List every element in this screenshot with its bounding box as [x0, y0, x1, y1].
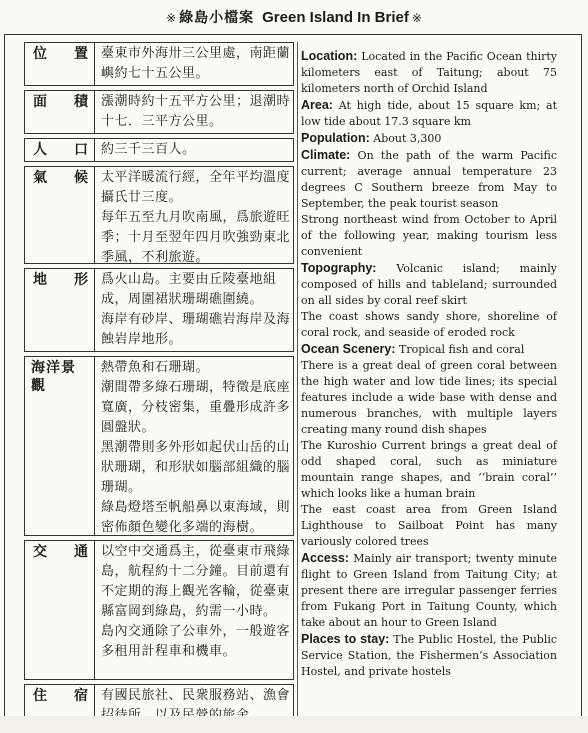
title-english: Green Island In Brief	[262, 9, 409, 26]
label-char: 住	[33, 688, 47, 704]
paragraph: 約三千三百人。	[101, 142, 196, 157]
english-paragraph	[301, 550, 557, 631]
fact-row-location	[24, 42, 294, 86]
row-label	[25, 167, 95, 263]
english-text: Located in the Pacific Ocean thirty kilometers east of Taitung; about 75 kilometers north of Orchid Island	[301, 50, 557, 95]
english-heading: Location:	[301, 49, 358, 63]
english-paragraph	[301, 48, 557, 97]
english-text: At high tide, about 15 square km; at low tide about 17.3 square km	[301, 99, 558, 128]
english-paragraph	[301, 212, 557, 260]
fact-row-access	[24, 540, 294, 680]
english-text: The coast shows sandy shore, shoreline of coral rock, and seaside of eroded rock	[301, 310, 557, 339]
row-label	[25, 269, 95, 351]
english-heading: Places to stay:	[301, 632, 390, 646]
label-char: 氣	[33, 170, 47, 186]
english-heading: Area:	[301, 98, 333, 112]
row-label	[25, 357, 95, 535]
english-paragraph	[301, 631, 557, 680]
english-paragraph	[301, 260, 557, 309]
row-label	[25, 541, 95, 679]
ornament-right-icon: ※	[411, 11, 422, 25]
english-paragraph	[301, 358, 557, 438]
label-char: 形	[74, 272, 88, 288]
english-text: The Public Hostel, the Public Service Station, the Fishermen’s Association Hostel, and private hostels	[301, 633, 558, 678]
english-heading: Access:	[301, 551, 349, 565]
english-paragraph	[301, 438, 557, 502]
fact-row-population	[24, 138, 294, 162]
paragraph: 太平洋暖流行經，全年平均溫度攝氏廿三度。	[101, 170, 291, 205]
paragraph: 漲潮時約十五平方公里；退潮時十七．三平方公里。	[101, 94, 291, 129]
english-text: Strong northeast wind from October to April of the following year, making tourism less convenient	[301, 213, 557, 258]
paragraph: 綠島燈塔至帆船鼻以東海域，則密佈顏色變化多端的海樹。	[101, 500, 291, 535]
paragraph: 爲火山島。主要由丘陵臺地組成，周圍裙狀珊瑚礁圍繞。	[101, 272, 277, 307]
english-paragraph	[301, 502, 557, 550]
english-paragraph	[301, 309, 557, 341]
row-label	[25, 139, 95, 161]
english-text: The Kuroshio Current brings a great deal of odd shaped coral, such as miniature mountain range shapes, and ‘‘brain coral’’ which looks like a human brain	[301, 439, 557, 500]
fact-row-climate	[24, 166, 294, 264]
paragraph: 以空中交通爲主，從臺東市飛綠島，航程約十二分鐘。目前還有不定期的海上觀光客輪，從臺東縣富岡到綠島，約需一小時。	[101, 544, 291, 619]
row-text	[95, 91, 293, 133]
english-text: Mainly air transport; twenty minute flight to Green Island from Taitung City; at present there are irregular passenger ferries from Fukang Port in Taitung County, which take about an hour to Green Island	[301, 552, 558, 629]
row-text	[95, 357, 293, 535]
row-label	[25, 91, 95, 133]
label-char: 置	[74, 46, 88, 62]
english-text: Tropical fish and coral	[399, 343, 525, 356]
paragraph: 潮間帶多綠石珊瑚，特徵是底座寬廣，分枝密集，重疊形成許多圓盤狀。	[101, 380, 291, 435]
document-title	[0, 4, 588, 32]
label-char: 候	[74, 170, 88, 186]
paragraph: 每年五至九月吹南風，爲旅遊旺季；十月至翌年四月吹強勁東北季風，不利旅遊。	[101, 210, 291, 265]
english-paragraph	[301, 97, 557, 130]
label-char: 面	[33, 94, 47, 110]
english-heading: Ocean Scenery:	[301, 342, 396, 356]
label-char: 交	[33, 544, 47, 560]
label-char: 通	[74, 544, 88, 560]
label-text: 海洋景觀	[31, 360, 76, 394]
label-char: 宿	[74, 688, 88, 704]
english-text: On the path of the warm Pacific current; average annual temperature 23 degrees C Southern breeze from May to September, the peak tourist season	[301, 149, 558, 210]
paragraph: 有國民旅社、民衆服務站、漁會	[101, 688, 291, 703]
english-text: Volcanic island; mainly composed of hills and tableland; surrounded on all sides by coral reef skirt	[301, 262, 558, 307]
label-char: 地	[33, 272, 47, 288]
ornament-left-icon: ※	[166, 11, 177, 25]
english-paragraph	[301, 130, 557, 147]
column-divider	[297, 42, 298, 718]
paragraph: 海岸有砂岸、珊瑚礁岩海岸及海蝕岩岸地形。	[101, 312, 291, 347]
label-char: 人	[33, 142, 47, 158]
row-label	[25, 43, 95, 85]
paragraph: 島內交通除了公車外，一般遊客多租用計程車和機車。	[101, 624, 291, 659]
english-paragraph	[301, 341, 557, 358]
fact-row-area	[24, 90, 294, 134]
english-heading: Climate:	[301, 148, 351, 162]
scan-bottom-edge	[0, 716, 588, 733]
fact-row-ocean-scenery	[24, 356, 294, 536]
row-text	[95, 269, 293, 351]
chinese-fact-table	[24, 42, 294, 732]
english-text: The east coast area from Green Island Lighthouse to Sailboat Point has many variously colored trees	[301, 503, 557, 548]
label-char: 口	[74, 142, 88, 158]
english-text: About 3,300	[373, 132, 442, 145]
english-paragraph	[301, 147, 557, 212]
paragraph: 熱帶魚和石珊瑚。	[101, 360, 210, 375]
paragraph: 黑潮帶則多外形如起伏山岳的山狀珊瑚，和形狀如腦部組織的腦珊瑚。	[101, 440, 291, 495]
row-text	[95, 541, 293, 679]
english-heading: Topography:	[301, 261, 377, 275]
row-text	[95, 139, 293, 161]
paragraph: 臺東市外海卅三公里處，南距蘭嶼約七十五公里。	[101, 46, 291, 81]
title-chinese: 綠島小檔案	[179, 10, 255, 26]
english-text: There is a great deal of green coral between the high water and low tide lines; its special features include a wide base with dense and numerous branches, with multiple layers creating many round dish shapes	[301, 359, 557, 436]
fact-row-topography	[24, 268, 294, 352]
label-char: 位	[33, 46, 47, 62]
row-text	[95, 167, 293, 263]
label-char: 積	[74, 94, 88, 110]
english-heading: Population:	[301, 131, 370, 145]
row-text	[95, 43, 293, 85]
english-column	[301, 48, 557, 680]
